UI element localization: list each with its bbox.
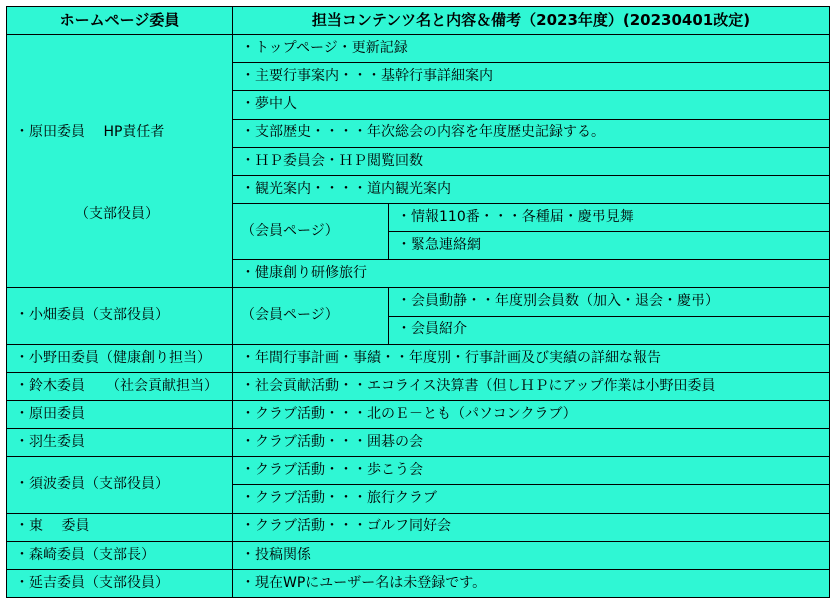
table-header-row [7,7,830,35]
table-row [7,288,830,316]
member-role: （支部役員） [75,206,159,223]
member-name: ・原田委員 HP責任者 [15,124,165,141]
content-cell: ・情報110番・・・各種届・慶弔見舞 [389,203,830,231]
member-sunami-cell: ・須波委員（支部役員） [7,457,233,513]
content-cell: ・クラブ活動・・・北のＥ－とも（パソコンクラブ） [233,400,830,428]
table-row [7,400,830,428]
member-cell: ・鈴木委員 （社会貢献担当） [7,372,233,400]
content-cell: ・クラブ活動・・・歩こう会 [233,457,830,485]
member-harada-cell [7,35,233,288]
member-cell: ・延吉委員（支部役員） [7,569,233,597]
content-cell: ・会員紹介 [389,316,830,344]
content-cell: ・主要行事案内・・・基幹行事詳細案内 [233,63,830,91]
member-obata-cell: ・小畑委員（支部役員） [7,288,233,344]
members-page-label: （会員ページ） [233,288,389,344]
members-page-label: （会員ページ） [233,203,389,259]
member-cell: ・小野田委員（健康創り担当） [7,344,233,372]
member-cell: ・羽生委員 [7,429,233,457]
table-row [7,429,830,457]
content-cell: ・夢中人 [233,91,830,119]
content-cell: ・社会貢献活動・・エコライス決算書（但しＨＰにアップ作業は小野田委員 [233,372,830,400]
content-cell: ・観光案内・・・・道内観光案内 [233,175,830,203]
content-cell: ・トップページ・更新記録 [233,35,830,63]
content-cell: ・投稿関係 [233,541,830,569]
table-row [7,569,830,597]
content-cell: ・緊急連絡網 [389,232,830,260]
content-cell: ・健康創り研修旅行 [233,260,830,288]
content-cell: ・会員動静・・年度別会員数（加入・退会・慶弔） [389,288,830,316]
content-cell: ・ＨＰ委員会・ＨＰ閲覧回数 [233,147,830,175]
table-row [7,513,830,541]
header-contents: 担当コンテンツ名と内容＆備考（2023年度）(20230401改定) [233,7,830,35]
content-cell: ・支部歴史・・・・年次総会の内容を年度歴史記録する。 [233,119,830,147]
header-committee: ホームページ委員 [7,7,233,35]
committee-table [6,6,830,598]
table-row [7,344,830,372]
content-cell: ・クラブ活動・・・囲碁の会 [233,429,830,457]
content-cell: ・現在WPにユーザー名は未登録です。 [233,569,830,597]
content-cell: ・年間行事計画・事績・・年度別・行事計画及び実績の詳細な報告 [233,344,830,372]
table-row [7,372,830,400]
table-row [7,541,830,569]
table-row [7,457,830,485]
table-row [7,35,830,63]
member-cell: ・森崎委員（支部長） [7,541,233,569]
content-cell: ・クラブ活動・・・旅行クラブ [233,485,830,513]
content-cell: ・クラブ活動・・・ゴルフ同好会 [233,513,830,541]
member-cell: ・東 委員 [7,513,233,541]
member-cell: ・原田委員 [7,400,233,428]
